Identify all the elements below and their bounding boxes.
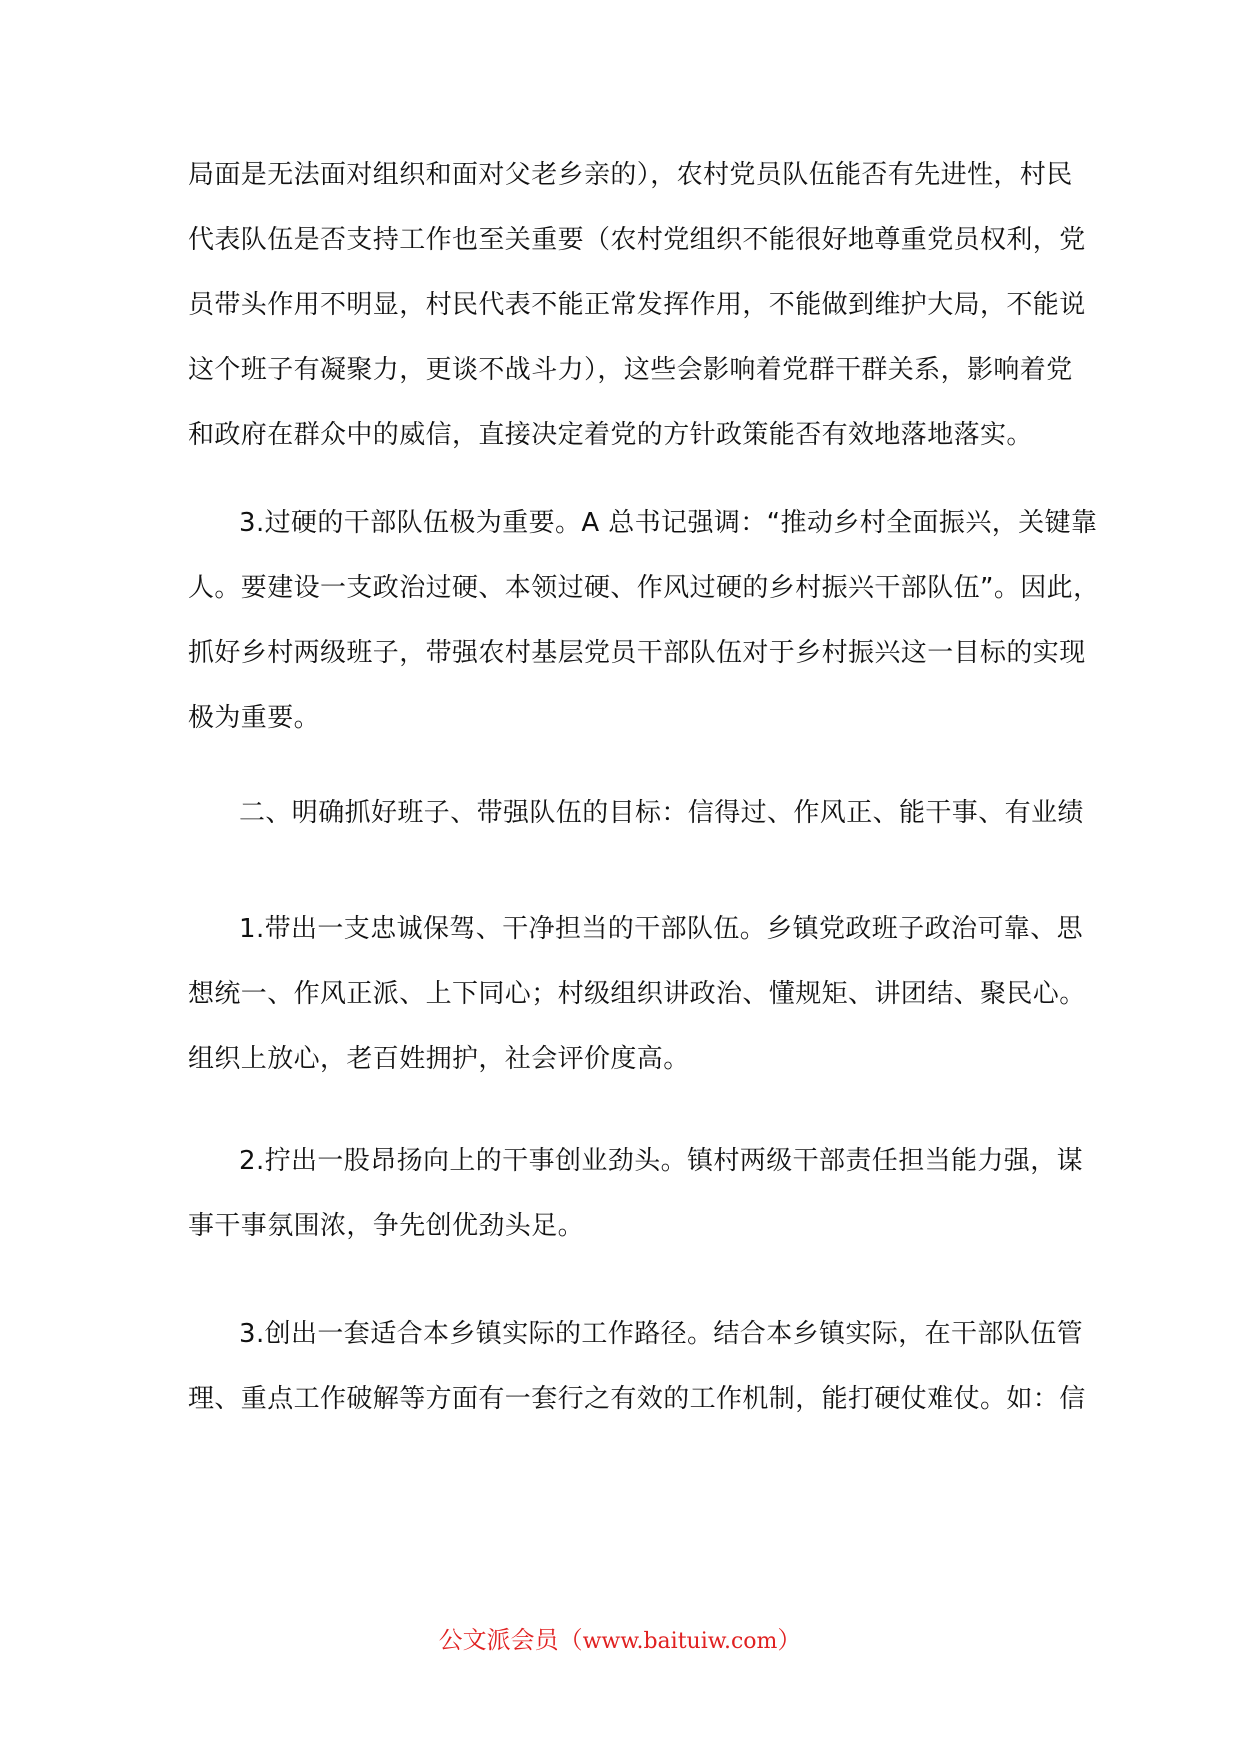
text-line: 这个班子有凝聚力，更谈不战斗力），这些会影响着党群干群关系，影响着党 <box>188 355 1073 385</box>
text-line: 极为重要。 <box>188 703 321 733</box>
text-line: 事干事氛围浓，争先创优劲头足。 <box>188 1211 585 1241</box>
text-line: 2.拧出一股昂扬向上的干事创业劲头。镇村两级干部责任担当能力强，谋 <box>239 1146 1084 1176</box>
text-line: 1.带出一支忠诚保驾、干净担当的干部队伍。乡镇党政班子政治可靠、思 <box>239 914 1084 944</box>
heading-line: 二、明确抓好班子、带强队伍的目标：信得过、作风正、能干事、有业绩 <box>239 798 1084 828</box>
text-line: 代表队伍是否支持工作也至关重要（农村党组织不能很好地尊重党员权利，党 <box>188 225 1086 255</box>
footer-close: ） <box>777 1626 802 1654</box>
text-line: 想统一、作风正派、上下同心；村级组织讲政治、懂规矩、讲团结、聚民心。 <box>188 979 1086 1009</box>
text-line: 人。要建设一支政治过硬、本领过硬、作风过硬的乡村振兴干部队伍”。因此， <box>188 573 1100 603</box>
text-line: 局面是无法面对组织和面对父老乡亲的），农村党员队伍能否有先进性，村民 <box>188 160 1073 190</box>
section-heading <box>188 781 1084 846</box>
footer-watermark <box>0 1620 1240 1662</box>
paragraph-goal-2 <box>188 1129 1084 1259</box>
footer-label: 公文派会员（ <box>438 1626 583 1654</box>
text-line: 和政府在群众中的威信，直接决定着党的方针政策能否有效地落地落实。 <box>188 420 1033 450</box>
text-line: 员带头作用不明显，村民代表不能正常发挥作用，不能做到维护大局，不能说 <box>188 290 1086 320</box>
text-line: 3.创出一套适合本乡镇实际的工作路径。结合本乡镇实际，在干部队伍管 <box>239 1319 1084 1349</box>
text-line: 理、重点工作破解等方面有一套行之有效的工作机制，能打硬仗难仗。如：信 <box>188 1384 1086 1414</box>
text-line: 3.过硬的干部队伍极为重要。A 总书记强调：“推动乡村全面振兴，关键靠 <box>239 508 1098 538</box>
paragraph-continued <box>188 143 1086 468</box>
paragraph-item-3 <box>188 491 1100 751</box>
paragraph-goal-1 <box>188 897 1086 1092</box>
text-line: 抓好乡村两级班子，带强农村基层党员干部队伍对于乡村振兴这一目标的实现 <box>188 638 1086 668</box>
footer-url[interactable]: www.baituiw.com <box>582 1629 778 1654</box>
text-line: 组织上放心，老百姓拥护，社会评价度高。 <box>188 1044 690 1074</box>
paragraph-goal-3 <box>188 1302 1086 1432</box>
